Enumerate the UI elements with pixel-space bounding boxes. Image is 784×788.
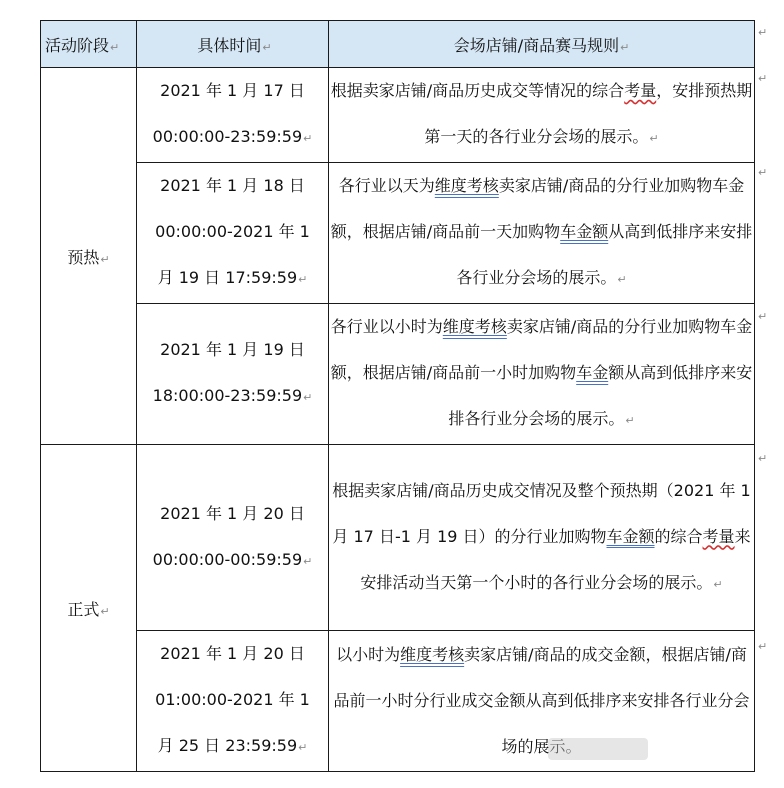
rule-seg: 卖家店铺/商品的分行业加购物车金额，根据店铺/商品前一天加购物 [330, 176, 745, 241]
header-phase-label: 活动阶段 [45, 35, 110, 55]
rule-seg: 以小时为 [336, 645, 401, 664]
paragraph-mark: ↵ [303, 132, 313, 145]
time-cell [137, 163, 329, 304]
time-cell [137, 445, 329, 631]
watermark-overlay [548, 738, 648, 760]
phase-cell-formal [41, 445, 137, 772]
rule-seg-grammar: 车金额 [560, 222, 609, 241]
paragraph-mark: ↵ [625, 414, 635, 427]
rule-seg: 额从高到低排序来安排各行业分会场的展示。 [448, 363, 753, 428]
rule-seg: 各行业以天为 [338, 176, 435, 195]
time-line: 2021 年 1 月 17 日 [160, 81, 305, 100]
table-row [41, 163, 755, 304]
rule-seg-grammar: 维度考核 [400, 645, 465, 664]
row-end-mark: ↵ [758, 26, 768, 39]
rule-cell [329, 163, 755, 304]
rule-seg-proofing: 考量 [702, 526, 735, 546]
rule-seg: 的综合 [654, 526, 703, 546]
time-cell [137, 68, 329, 163]
rule-cell [329, 304, 755, 445]
rule-cell [329, 445, 755, 631]
rule-seg-grammar: 维度考核 [442, 317, 507, 336]
time-line: 00:00:00-23:59:59 [152, 127, 303, 146]
rule-seg: 根据卖家店铺/商品历史成交情况及整个预热期（2021 年 1 月 17 日-1 月 19 日）的分行业加购物 [332, 480, 751, 546]
time-line: 00:00:00-2021 年 1 [155, 222, 310, 241]
time-line: 2021 年 1 月 19 日 [160, 340, 305, 359]
time-cell [137, 631, 329, 772]
paragraph-mark: ↵ [262, 40, 272, 54]
time-cell [137, 304, 329, 445]
paragraph-mark: ↵ [617, 273, 627, 286]
row-end-mark: ↵ [758, 72, 768, 85]
paragraph-mark: ↵ [110, 40, 120, 54]
rule-seg-grammar: 车金额 [606, 526, 655, 546]
rule-seg: 各行业以小时为 [330, 317, 443, 336]
rule-cell [329, 68, 755, 163]
row-end-mark: ↵ [758, 166, 768, 179]
row-end-mark: ↵ [758, 310, 768, 323]
table-row [41, 445, 755, 631]
rule-seg-grammar: 车金 [576, 363, 609, 382]
phase-label: 正式 [67, 599, 100, 619]
paragraph-mark: ↵ [649, 132, 659, 145]
time-line: 18:00:00-23:59:59 [152, 386, 303, 405]
rule-seg-grammar: 维度考核 [434, 176, 499, 195]
phase-label: 预热 [67, 247, 100, 267]
paragraph-mark: ↵ [620, 40, 630, 54]
rule-cell [329, 631, 755, 772]
paragraph-mark: ↵ [713, 577, 723, 591]
time-line: 2021 年 1 月 18 日 [160, 176, 305, 195]
rule-seg: 卖家店铺/商品的成交金额，根据店铺/商品前一小时分行业成交金额从高到低排序来安排各行业分会场的展示。 [333, 645, 750, 756]
table-row [41, 304, 755, 445]
row-end-mark: ↵ [758, 640, 768, 653]
rule-seg: 根据卖家店铺/商品历史成交等情况的综合 [330, 81, 625, 100]
paragraph-mark: ↵ [303, 554, 313, 568]
paragraph-mark: ↵ [298, 273, 308, 286]
row-end-mark: ↵ [758, 452, 768, 465]
time-line: 月 19 日 17:59:59 [157, 268, 298, 287]
paragraph-mark: ↵ [100, 252, 110, 266]
rule-seg: 卖家店铺/商品的分行业加购物车金额，根据店铺/商品前一小时加购物 [330, 317, 753, 382]
time-line: 月 25 日 23:59:59 [157, 736, 298, 755]
time-line: 2021 年 1 月 20 日 [160, 644, 305, 663]
rule-seg: ，安排预热期第一天的各行业分会场的展示。 [424, 81, 753, 146]
phase-cell-preheat [41, 68, 137, 445]
paragraph-mark: ↵ [303, 391, 313, 404]
header-time-label: 具体时间 [197, 35, 262, 55]
table-header-row [41, 21, 755, 68]
header-rule [329, 21, 755, 68]
rule-seg: 来安排活动当天第一个小时的各行业分会场的展示。 [360, 526, 751, 592]
rule-seg-proofing: 考量 [624, 81, 657, 100]
header-rule-label: 会场店铺/商品赛马规则 [453, 35, 620, 55]
paragraph-mark: ↵ [298, 741, 308, 754]
time-line: 00:00:00-00:59:59 [152, 549, 303, 569]
activity-schedule-table [40, 20, 755, 772]
time-line: 01:00:00-2021 年 1 [155, 690, 310, 709]
rule-seg: 从高到低排序来安排各行业分会场的展示。 [456, 222, 753, 287]
time-line: 2021 年 1 月 20 日 [160, 503, 305, 523]
header-phase [41, 21, 137, 68]
header-time [137, 21, 329, 68]
table-row [41, 68, 755, 163]
paragraph-mark: ↵ [100, 604, 110, 618]
